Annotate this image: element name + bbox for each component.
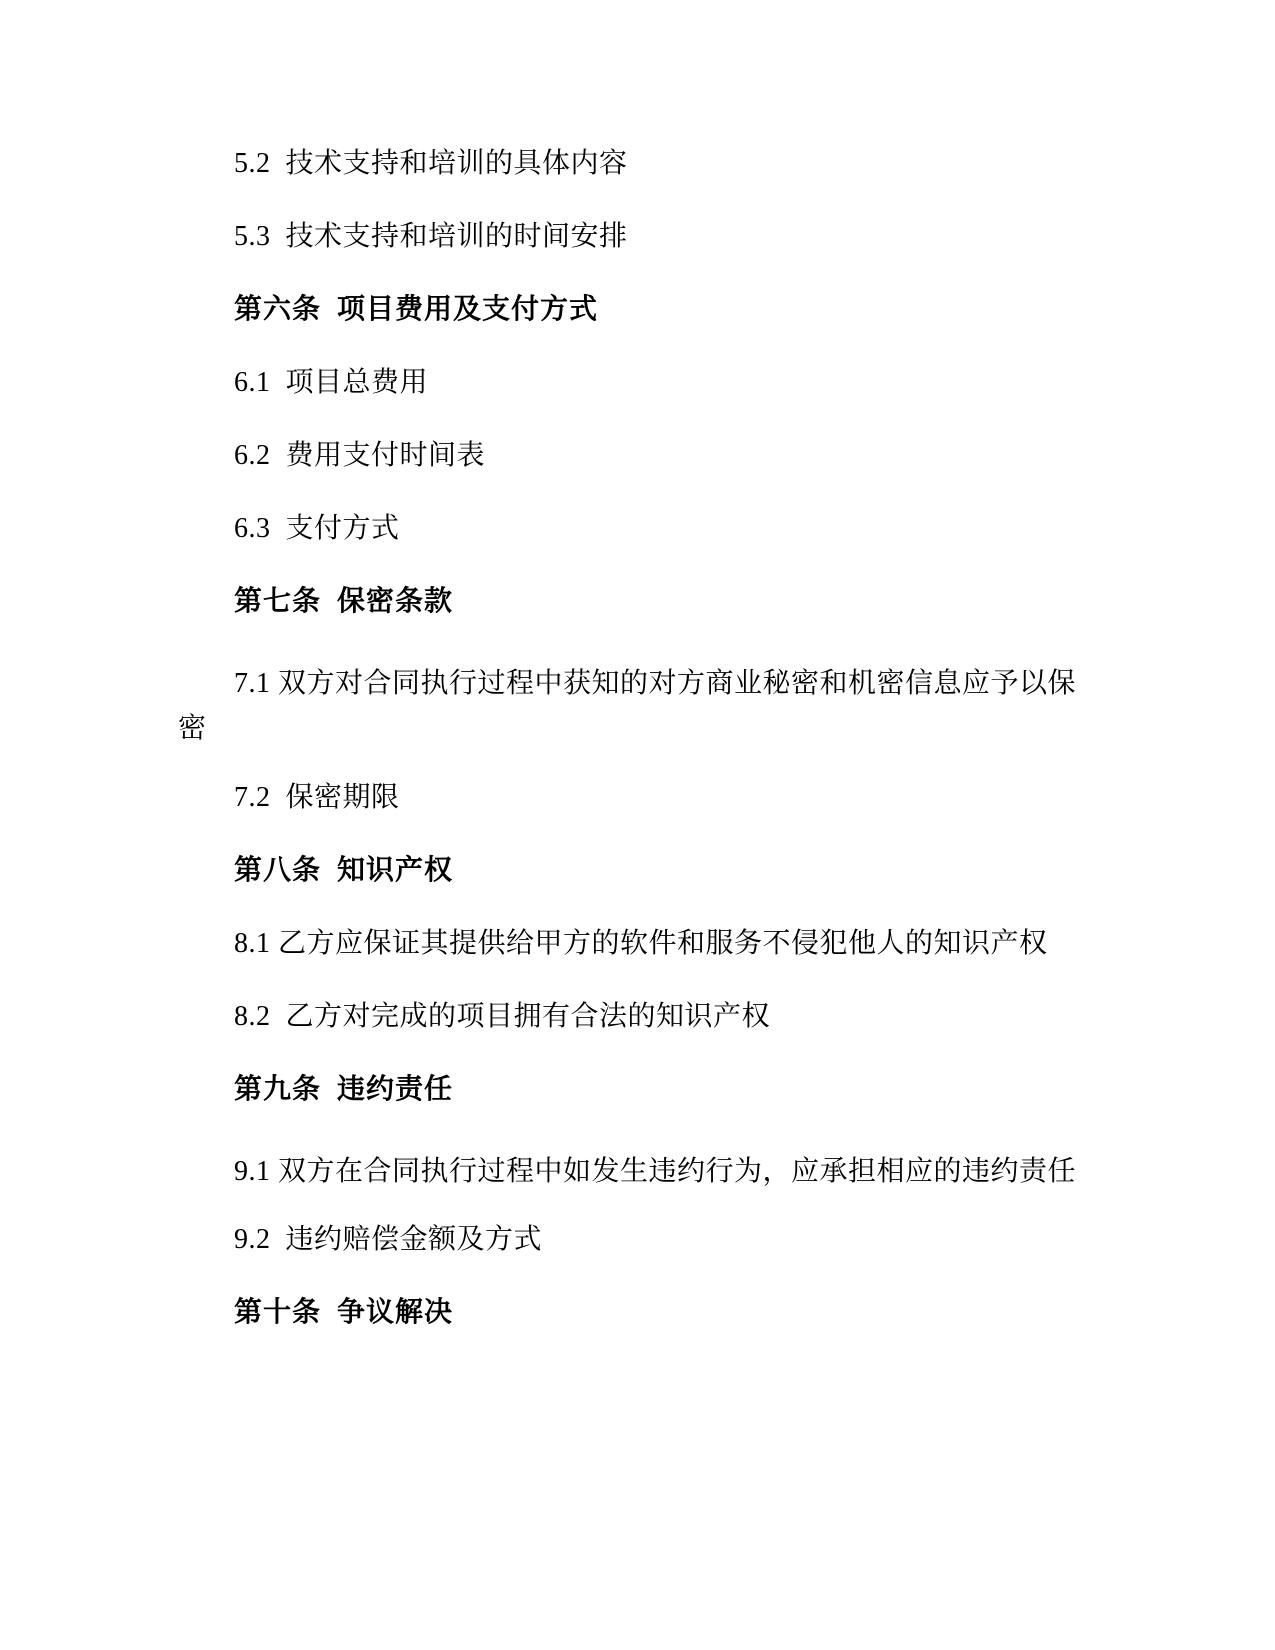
clause-item-5-3: 5.3 技术支持和培训的时间安排 <box>234 221 628 252</box>
clause-item-7-2: 7.2 保密期限 <box>234 781 400 813</box>
clause-item-6-1: 6.1 项目总费用 <box>234 367 429 398</box>
clause-paragraph-9-1: 9.1 双方在合同执行过程中如发生违约行为，应承担相应的违约责任 <box>234 1155 1077 1187</box>
clause-item-8-2: 8.2 乙方对完成的项目拥有合法的知识产权 <box>234 1000 771 1032</box>
clause-item-9-2: 9.2 违约赔偿金额及方式 <box>234 1224 543 1256</box>
clause-paragraph-7-1: 7.1 双方对合同执行过程中获知的对方商业秘密和机密信息应予以保密 <box>178 668 1077 745</box>
clause-item-6-3: 6.3 支付方式 <box>234 513 400 544</box>
section-heading-6: 第六条 项目费用及支付方式 <box>234 294 599 325</box>
clause-item-5-2: 5.2 技术支持和培训的具体内容 <box>234 148 628 179</box>
section-heading-8: 第八条 知识产权 <box>234 854 454 886</box>
section-heading-9: 第九条 违约责任 <box>234 1073 454 1105</box>
clause-item-6-2: 6.2 费用支付时间表 <box>234 440 486 471</box>
section-heading-7: 第七条 保密条款 <box>234 586 454 617</box>
clause-item-8-1: 8.1 乙方应保证其提供给甲方的软件和服务不侵犯他人的知识产权 <box>234 927 1048 959</box>
section-heading-10: 第十条 争议解决 <box>234 1297 454 1329</box>
document-body <box>178 150 1098 1327</box>
